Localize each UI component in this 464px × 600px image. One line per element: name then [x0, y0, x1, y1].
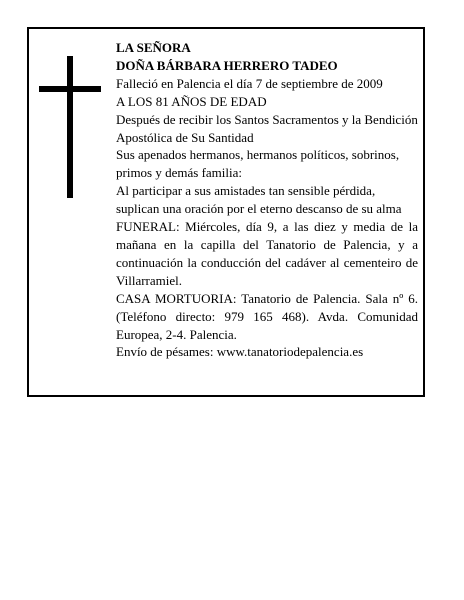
cross-icon [39, 56, 101, 198]
mortuary-details: CASA MORTUORIA: Tanatorio de Palencia. Sala nº 6. (Teléfono directo: 979 165 468). Avda. Comunidad Europea, 2-4. Palencia. [116, 290, 418, 342]
cross-horizontal-bar [39, 86, 101, 92]
death-date: Falleció en Palencia el día 7 de septiembre de 2009 [116, 75, 383, 91]
deceased-age: A LOS 81 AÑOS DE EDAD [116, 93, 267, 109]
prayer-request: Al participar a sus amistades tan sensible pérdida, suplican una oración por el eterno descanso de su alma [116, 183, 402, 217]
family-text: Sus apenados hermanos, hermanos políticos, sobrinos, primos y demás familia: [116, 147, 400, 181]
cross-vertical-bar [67, 56, 73, 198]
sacraments-text: Después de recibir los Santos Sacramentos y la Bendición Apostólica de Su Santidad [116, 111, 418, 145]
notice-heading: LA SEÑORA [116, 40, 191, 55]
obituary-notice [27, 27, 425, 397]
funeral-details: FUNERAL: Miércoles, día 9, a las diez y media de la mañana en la capilla del Tanatorio de Palencia, y a continuación la conducción del cadáver al cementeiro de Villarramiel. [116, 219, 418, 288]
condolences-website: Envío de pésames: www.tanatoriodepalencia.es [116, 344, 364, 360]
notice-text [116, 39, 418, 361]
deceased-name: DOÑA BÁRBARA HERRERO TADEO [116, 57, 338, 73]
